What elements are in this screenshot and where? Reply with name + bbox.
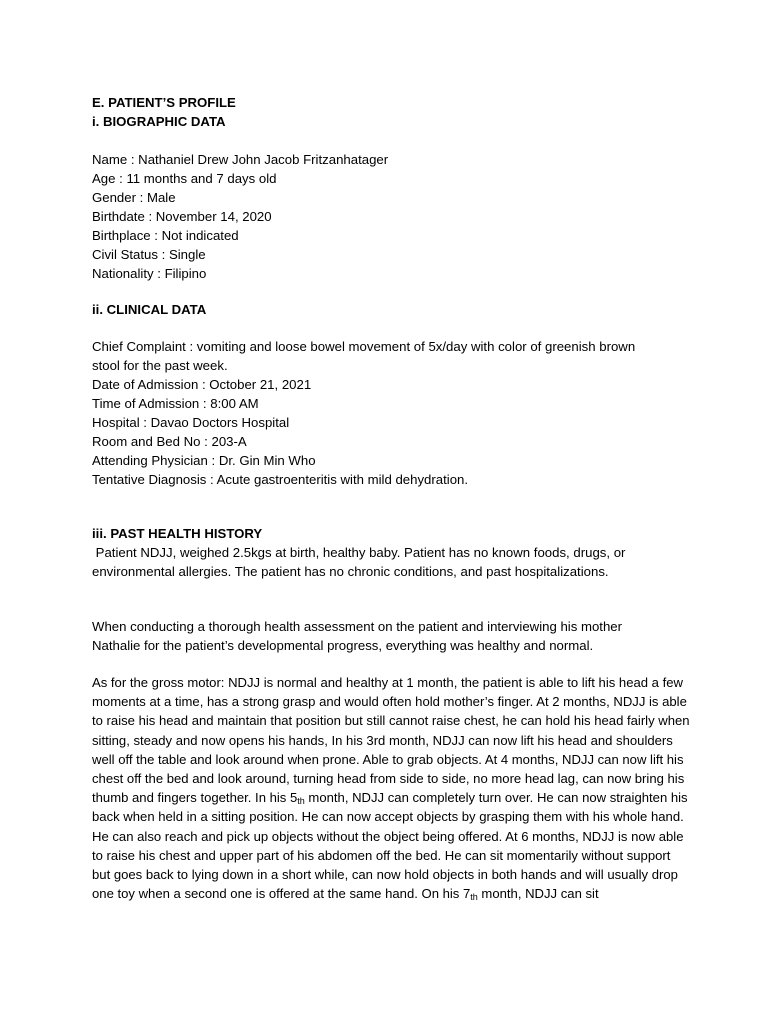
age-line: Age : 11 months and 7 days old [92, 171, 277, 186]
biographic-heading: i. BIOGRAPHIC DATA [92, 114, 226, 129]
gross-motor-text-c: month, NDJJ can sit [477, 886, 599, 902]
gross-motor-text-b: month, NDJJ can completely turn over. He can now straighten his back when held in a sitting position. He can now accept objects by grasping them with his whole hand. He can also reach and pick up objects without the object being offered. At 6 months, NDJJ is now able to raise his chest and upper part of his abdomen off the bed. He can sit momentarily without support but goes back to lying down in a short while, can now hold objects in both hands and will usually drop one toy when a second one is offered at the same hand. On his 7 [92, 790, 688, 902]
chief-complaint-line-1: Chief Complaint : vomiting and loose bowel movement of 5x/day with color of greenish brown [92, 339, 636, 354]
past-history-p2-line-2: Nathalie for the patient’s developmental progress, everything was healthy and normal. [92, 638, 594, 653]
physician-line: Attending Physician : Dr. Gin Min Who [92, 453, 316, 468]
birthplace-line: Birthplace : Not indicated [92, 228, 239, 243]
name-line: Name : Nathaniel Drew John Jacob Fritzanhatager [92, 152, 389, 167]
nationality-line: Nationality : Filipino [92, 266, 207, 281]
admission-date-line: Date of Admission : October 21, 2021 [92, 377, 312, 392]
ordinal-suffix-7th: th [470, 892, 478, 903]
birthdate-line: Birthdate : November 14, 2020 [92, 209, 272, 224]
past-history-p2-line-1: When conducting a thorough health assessment on the patient and interviewing his mother [92, 619, 623, 634]
clinical-heading: ii. CLINICAL DATA [92, 302, 207, 317]
admission-time-line: Time of Admission : 8:00 AM [92, 396, 259, 411]
hospital-line: Hospital : Davao Doctors Hospital [92, 415, 290, 430]
past-history-p1-line-1: Patient NDJJ, weighed 2.5kgs at birth, healthy baby. Patient has no known foods, drugs, or [92, 545, 626, 560]
past-history-heading: iii. PAST HEALTH HISTORY [92, 526, 263, 541]
chief-complaint-line-2: stool for the past week. [92, 358, 228, 373]
gross-motor-text-a: As for the gross motor: NDJJ is normal and healthy at 1 month, the patient is able to lift his head a few moments at a time, has a strong grasp and would often hold mother’s finger. At 2 months, NDJJ is able to raise his head and maintain that position but still cannot raise chest, he can hold his head fairly when sitting, steady and now opens his hands, In his 3rd month, NDJJ can now lift his head and shoulders well off the table and look around when prone. Able to grab objects. At 4 months, NDJJ can now lift his chest off the bed and look around, turning head from side to side, no more head lag, can now bring his thumb and fingers together. In his 5 [92, 675, 690, 806]
section-title: E. PATIENT’S PROFILE [92, 95, 236, 110]
gross-motor-paragraph [92, 673, 692, 903]
civil-status-line: Civil Status : Single [92, 247, 206, 262]
ordinal-suffix-5th: th [297, 796, 305, 807]
gender-line: Gender : Male [92, 190, 176, 205]
past-history-p1-line-2: environmental allergies. The patient has no chronic conditions, and past hospitalizations. [92, 564, 609, 579]
diagnosis-line: Tentative Diagnosis : Acute gastroenteritis with mild dehydration. [92, 472, 469, 487]
room-line: Room and Bed No : 203-A [92, 434, 247, 449]
